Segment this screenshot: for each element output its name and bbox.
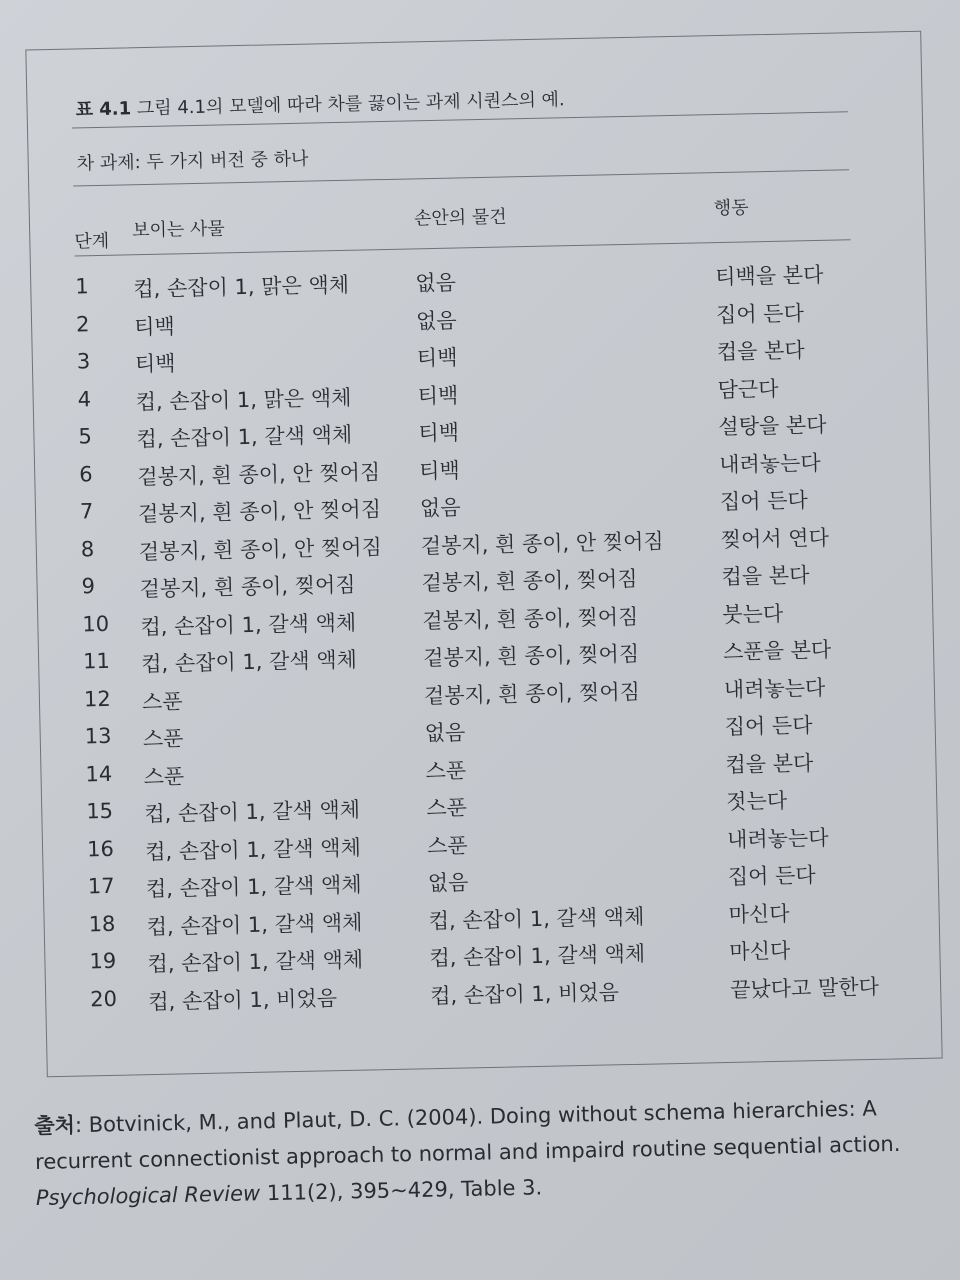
in-hand-cell: 티백 <box>418 457 461 483</box>
in-hand-cell: 겉봉지, 흰 종이, 찢어짐 <box>422 604 639 633</box>
visible-objects-cell: 겉봉지, 흰 종이, 안 찢어짐 <box>137 459 381 489</box>
in-hand-cell: 컵, 손잡이 1, 갈색 액체 <box>428 904 645 933</box>
table-label: 표 4.1 <box>75 98 132 121</box>
action-cell: 컵을 본다 <box>725 750 814 777</box>
visible-objects-cell: 컵, 손잡이 1, 갈색 액체 <box>145 872 362 902</box>
visible-objects-cell: 티백 <box>133 313 175 339</box>
in-hand-cell: 없음 <box>424 720 466 746</box>
visible-objects-cell: 컵, 손잡이 1, 갈색 액체 <box>144 835 362 864</box>
in-hand-cell: 겉봉지, 흰 종이, 찢어짐 <box>422 641 640 671</box>
step-cell: 3 <box>76 349 91 374</box>
step-cell: 20 <box>89 986 118 1011</box>
in-hand-cell: 겉봉지, 흰 종이, 안 찢어짐 <box>420 528 664 558</box>
in-hand-cell: 없음 <box>415 308 457 333</box>
step-cell: 7 <box>79 499 94 524</box>
visible-objects-cell: 겉봉지, 흰 종이, 찢어짐 <box>139 572 356 602</box>
step-cell: 18 <box>88 911 116 936</box>
step-cell: 13 <box>84 723 112 749</box>
in-hand-cell: 없음 <box>427 870 469 896</box>
header-visible: 보이는 사물 <box>131 218 226 242</box>
in-hand-cell: 티백 <box>416 345 458 371</box>
visible-objects-cell: 컵, 손잡이 1, 갈색 액체 <box>140 647 358 677</box>
step-cell: 1 <box>75 274 89 299</box>
step-cell: 4 <box>77 386 92 411</box>
in-hand-cell: 컵, 손잡이 1, 비었음 <box>429 979 620 1008</box>
step-cell: 9 <box>81 574 96 599</box>
in-hand-cell: 티백 <box>418 420 460 446</box>
task-title: 차 과제: 두 가지 버전 중 하나 <box>76 148 309 175</box>
action-cell: 내려놓는다 <box>723 675 826 702</box>
in-hand-cell: 없음 <box>419 495 461 521</box>
source-citation <box>34 1089 926 1216</box>
action-cell: 내려놓는다 <box>726 825 829 852</box>
header-hand: 손안의 물건 <box>413 206 507 230</box>
step-cell: 8 <box>80 536 95 561</box>
action-cell: 집어 든다 <box>724 713 813 739</box>
visible-objects-cell: 겉봉지, 흰 종이, 안 찢어짐 <box>138 534 382 564</box>
action-cell: 마신다 <box>729 938 791 964</box>
action-cell: 내려놓는다 <box>718 450 821 477</box>
step-cell: 15 <box>86 798 114 824</box>
visible-objects-cell: 컵, 손잡이 1, 맑은 액체 <box>135 385 352 414</box>
visible-objects-cell: 컵, 손잡이 1, 갈색 액체 <box>146 910 363 939</box>
in-hand-cell: 스푼 <box>426 795 468 821</box>
action-cell: 설탕을 본다 <box>718 412 827 440</box>
step-cell: 17 <box>87 873 115 899</box>
header-step: 단계 <box>74 230 110 253</box>
visible-objects-cell: 컵, 손잡이 1, 갈색 액체 <box>147 947 364 977</box>
visible-objects-cell: 티백 <box>134 351 176 377</box>
step-cell: 16 <box>86 836 115 861</box>
in-hand-cell: 없음 <box>415 270 457 296</box>
visible-objects-cell: 스푼 <box>143 763 185 789</box>
step-cell: 5 <box>78 424 93 449</box>
action-cell: 붓는다 <box>722 601 784 627</box>
table-caption-text: 그림 4.1의 모델에 따라 차를 끓이는 과제 시퀀스의 예. <box>136 89 565 120</box>
source-text: : Botvinick, M., and Plaut, D. C. (2004). Doing without schema hierarchies: A recurrent connectionist approach to normal and impaird routine sequential action. <box>34 1096 901 1174</box>
action-cell: 마신다 <box>728 901 790 927</box>
in-hand-cell: 티백 <box>417 383 459 408</box>
visible-objects-cell: 컵, 손잡이 1, 갈색 액체 <box>140 610 357 639</box>
table-frame <box>25 31 942 1078</box>
action-cell: 컵을 본다 <box>721 563 810 590</box>
action-cell: 티백을 본다 <box>715 262 824 290</box>
action-cell: 찢어서 연다 <box>720 525 830 552</box>
visible-objects-cell: 스푼 <box>141 688 183 714</box>
source-text-end: 111(2), 395~429, Table 3. <box>259 1175 543 1206</box>
action-cell: 담근다 <box>717 376 779 402</box>
divider <box>75 239 851 256</box>
in-hand-cell: 스푼 <box>425 757 467 783</box>
visible-objects-cell: 컵, 손잡이 1, 비었음 <box>148 985 338 1014</box>
step-cell: 2 <box>75 311 90 336</box>
step-cell: 10 <box>82 611 110 636</box>
source-journal: Psychological Review <box>35 1181 261 1210</box>
action-cell: 젓는다 <box>725 788 788 814</box>
action-cell: 집어 든다 <box>719 488 809 515</box>
in-hand-cell: 겉봉지, 흰 종이, 찢어짐 <box>423 679 641 708</box>
table-caption <box>75 85 565 121</box>
step-cell: 14 <box>85 761 113 786</box>
visible-objects-cell: 컵, 손잡이 1, 맑은 액체 <box>133 272 350 302</box>
source-label: 출처 <box>34 1113 76 1138</box>
header-action: 행동 <box>713 197 749 220</box>
in-hand-cell: 스푼 <box>426 832 468 858</box>
step-cell: 12 <box>83 686 111 711</box>
visible-objects-cell: 스푼 <box>142 726 184 752</box>
action-cell: 끝났다고 말한다 <box>729 974 880 1002</box>
action-cell: 스푼을 본다 <box>722 637 832 665</box>
step-cell: 19 <box>89 948 117 974</box>
visible-objects-cell: 겉봉지, 흰 종이, 안 찢어짐 <box>137 497 382 527</box>
action-cell: 집어 든다 <box>715 300 805 327</box>
in-hand-cell: 컵, 손잡이 1, 갈색 액체 <box>429 941 646 971</box>
step-cell: 6 <box>78 461 93 486</box>
step-cell: 11 <box>82 648 111 674</box>
action-cell: 집어 든다 <box>727 863 816 889</box>
visible-objects-cell: 컵, 손잡이 1, 갈색 액체 <box>136 422 353 452</box>
in-hand-cell: 겉봉지, 흰 종이, 찢어짐 <box>421 566 638 596</box>
visible-objects-cell: 컵, 손잡이 1, 갈색 액체 <box>144 797 361 827</box>
action-cell: 컵을 본다 <box>716 338 805 365</box>
